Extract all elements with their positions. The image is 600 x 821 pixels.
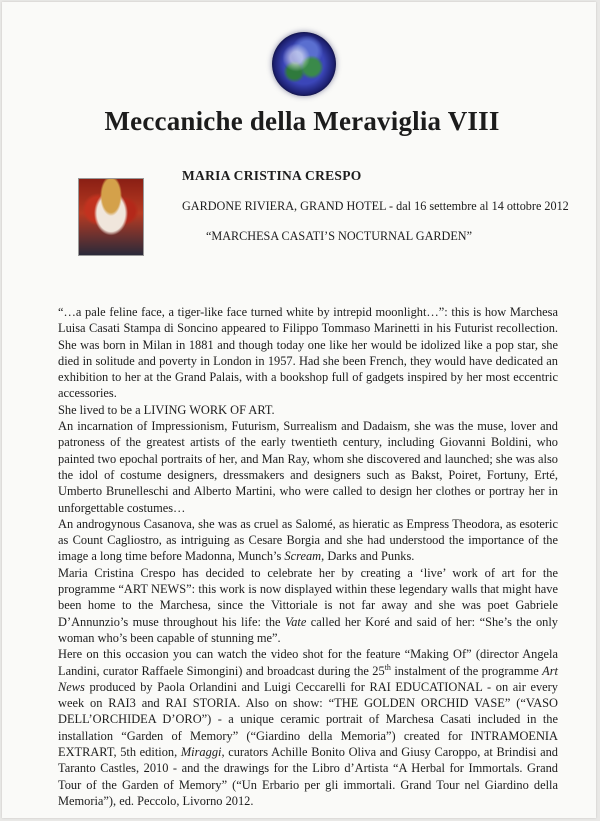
- document-page: [2, 2, 596, 818]
- text-italic-art-news: Art News: [58, 663, 558, 694]
- text-segment: Maria Cristina Crespo has decided to celebrate her by creating a ‘live’ work of art for the programme “ART NEWS”: this work is now displayed within these legendary walls that might have been home to the Marchesa, since the Vittoriale is not far away and she was poet Gabriele D’Annunzio’s muse throughout his life: the: [58, 565, 558, 629]
- artist-name: MARIA CRISTINA CRESPO: [182, 168, 362, 183]
- text-italic-miraggi: Miraggi,: [180, 745, 225, 760]
- exhibition-title: “MARCHESA CASATI’S NOCTURNAL GARDEN”: [206, 229, 472, 243]
- venue-dates: GARDONE RIVIERA, GRAND HOTEL - dal 16 settembre al 14 ottobre 2012: [182, 199, 569, 213]
- text-italic-vate: Vate: [285, 614, 307, 629]
- superscript-th: th: [384, 662, 391, 672]
- paragraph-intro: “…a pale feline face, a tiger-like face turned white by intrepid moonlight…”: this is how Marchesa Luisa Casati Stampa di Soncino appeared to Filippo Tommaso Marinetti in his Futurist recollection. She was born in Milan in 1881 and though today one like her would be idolized like a pop star, she died in solitude and poverty in London in 1957. Had she been French, they would have dedicated an exhibition to her at the Grand Palais, with a bookshop full of gadgets inspired by her most eccentric accessories.: [58, 305, 558, 401]
- paragraph-celebration: [58, 565, 558, 646]
- text-segment: produced by Paola Orlandini and Luigi Ceccarelli for RAI EDUCATIONAL - on air every week on RAI3 and RAI STORIA. Also on show: “THE GOLDEN ORCHID VASE” (“VASO DELL’ORCHIDEA D’ORO”) - a unique ceramic portrait of Marchesa Casati included in the installation “Garden of Memory” (“Giardino della Memoria”) created for INTRAMOENIA EXTRART, 5th edition,: [58, 679, 558, 760]
- text-segment: An androgynous Casanova, she was as cruel as Salomé, as hieratic as Empress Theodora, as esoteric as Count Cagliostro, as intriguing as Cesare Borgia and she had understood the importance of the image a long time before Madonna, Munch’s: [58, 516, 558, 564]
- text-italic-scream: Scream: [284, 549, 322, 564]
- page-title: Meccaniche della Meraviglia VIII: [104, 106, 500, 136]
- text-segment: instalment of the programme: [390, 663, 543, 678]
- paragraph-casanova: [58, 516, 558, 565]
- text-segment: called her Koré and said of her: “She’s the only woman who’s been capable of stunning me”.: [58, 614, 558, 645]
- text-segment: , Darks and Punks.: [321, 549, 415, 564]
- text-segment: curators Achille Bonito Oliva and Giusy Caroppo, at Brindisi and Taranto Castles, 2010 - and the drawings for the Libro d’Artista “A Herbal for Immortals. Grand Tour of the Garden of Memory” (“Un Erbario per gli immortali. Grand Tour nel Giardino della Memoria”), ed. Peccolo, Livorno 2012.: [58, 745, 558, 808]
- paragraph-incarnation: An incarnation of Impressionism, Futurism, Surrealism and Dadaism, she was the muse, lover and patroness of the greatest artists of the early twentieth century, including Giovanni Boldini, who painted two epochal portraits of her, and Man Ray, whom she discovered and launched; she was also the idol of costume designers, dressmakers and designers such as Bakst, Poiret, Fortuny, Erté, Umberto Brunelleschi and Alberto Martini, who were called to design her clothes or portray her in unforgettable costumes…: [58, 419, 558, 515]
- marchesa-portrait-icon: [78, 178, 144, 256]
- globe-icon: [272, 32, 336, 96]
- paragraph-video: [58, 646, 558, 809]
- text-segment: Here on this occasion you can watch the video shot for the feature “Making Of” (director Angela Landini, curator Raffaele Simongini) and broadcast during the 25: [58, 647, 558, 678]
- body-text: [58, 304, 558, 809]
- paragraph-living-work: She lived to be a LIVING WORK OF ART.: [58, 402, 275, 417]
